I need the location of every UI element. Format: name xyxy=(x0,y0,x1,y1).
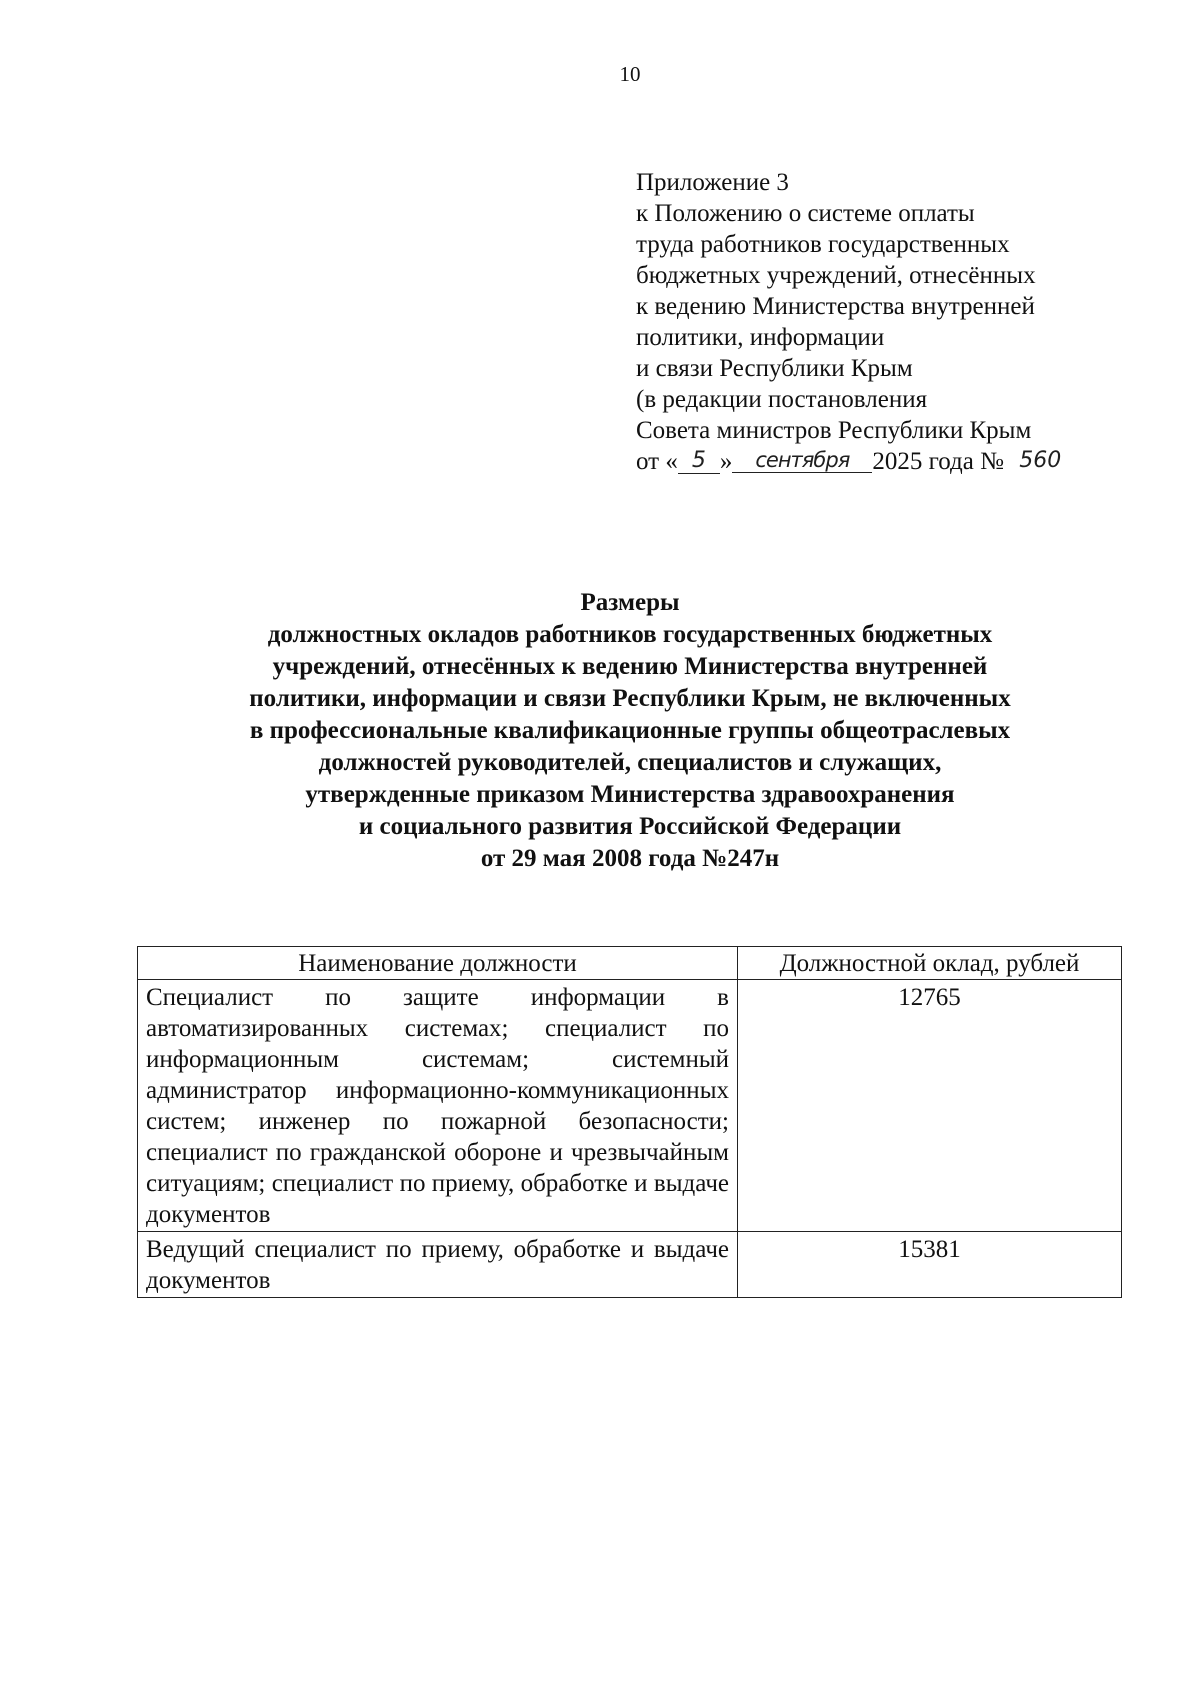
appendix-line: Приложение 3 xyxy=(636,169,789,196)
heading-title: Размеры xyxy=(580,589,680,616)
heading-line: и социального развития Российской Федерации xyxy=(358,813,902,840)
heading-line: от 29 мая 2008 года №247н xyxy=(480,845,780,872)
appendix-line: (в редакции постановления xyxy=(636,386,928,413)
salary-cell: 15381 xyxy=(738,1232,1122,1298)
appendix-line: бюджетных учреждений, отнесённых xyxy=(636,262,1036,289)
salary-cell: 12765 xyxy=(738,980,1122,1232)
heading-line: должностей руководителей, специалистов и служащих, xyxy=(318,749,942,776)
heading-line: учреждений, отнесённых к ведению Министерства внутренней xyxy=(272,653,988,680)
table-header-row xyxy=(138,947,1122,980)
heading-line: утвержденные приказом Министерства здравоохранения xyxy=(305,781,955,808)
appendix-line: к ведению Министерства внутренней xyxy=(636,293,1035,320)
date-prefix: от « xyxy=(636,448,678,475)
document-heading xyxy=(130,587,1130,875)
column-header-salary: Должностной оклад, рублей xyxy=(738,947,1122,980)
table-row xyxy=(138,1232,1122,1298)
appendix-line: к Положению о системе оплаты xyxy=(636,200,975,227)
appendix-line: и связи Республики Крым xyxy=(636,355,913,382)
date-year-text: 2025 года № xyxy=(872,448,1004,475)
appendix-line: политики, информации xyxy=(636,324,885,351)
appendix-date-line xyxy=(636,446,1156,477)
heading-line: должностных окладов работников государственных бюджетных xyxy=(267,621,993,648)
heading-line: политики, информации и связи Республики Крым, не включенных xyxy=(249,685,1011,712)
handwritten-number: 560 xyxy=(1019,448,1062,473)
appendix-line: Совета министров Республики Крым xyxy=(636,417,1032,444)
position-cell: Ведущий специалист по приему, обработке и выдаче документов xyxy=(138,1232,738,1298)
appendix-block xyxy=(636,167,1156,477)
appendix-line: труда работников государственных xyxy=(636,231,1010,258)
column-header-position: Наименование должности xyxy=(138,947,738,980)
page-number: 10 xyxy=(619,62,641,86)
date-quote-close: » xyxy=(719,448,733,475)
handwritten-month: сентября xyxy=(732,448,872,473)
heading-line: в профессиональные квалификационные группы общеотраслевых xyxy=(249,717,1011,744)
handwritten-day: 5 xyxy=(678,449,720,474)
salary-table xyxy=(137,946,1122,1298)
position-cell: Специалист по защите информации в автоматизированных системах; специалист по информационным системам; системный администратор информационно-коммуникационных систем; инженер по пожарной безопасности; специалист по гражданской обороне и чрезвычайным ситуациям; специалист по приему, обработке и выдаче документов xyxy=(138,980,738,1232)
table-row xyxy=(138,980,1122,1232)
